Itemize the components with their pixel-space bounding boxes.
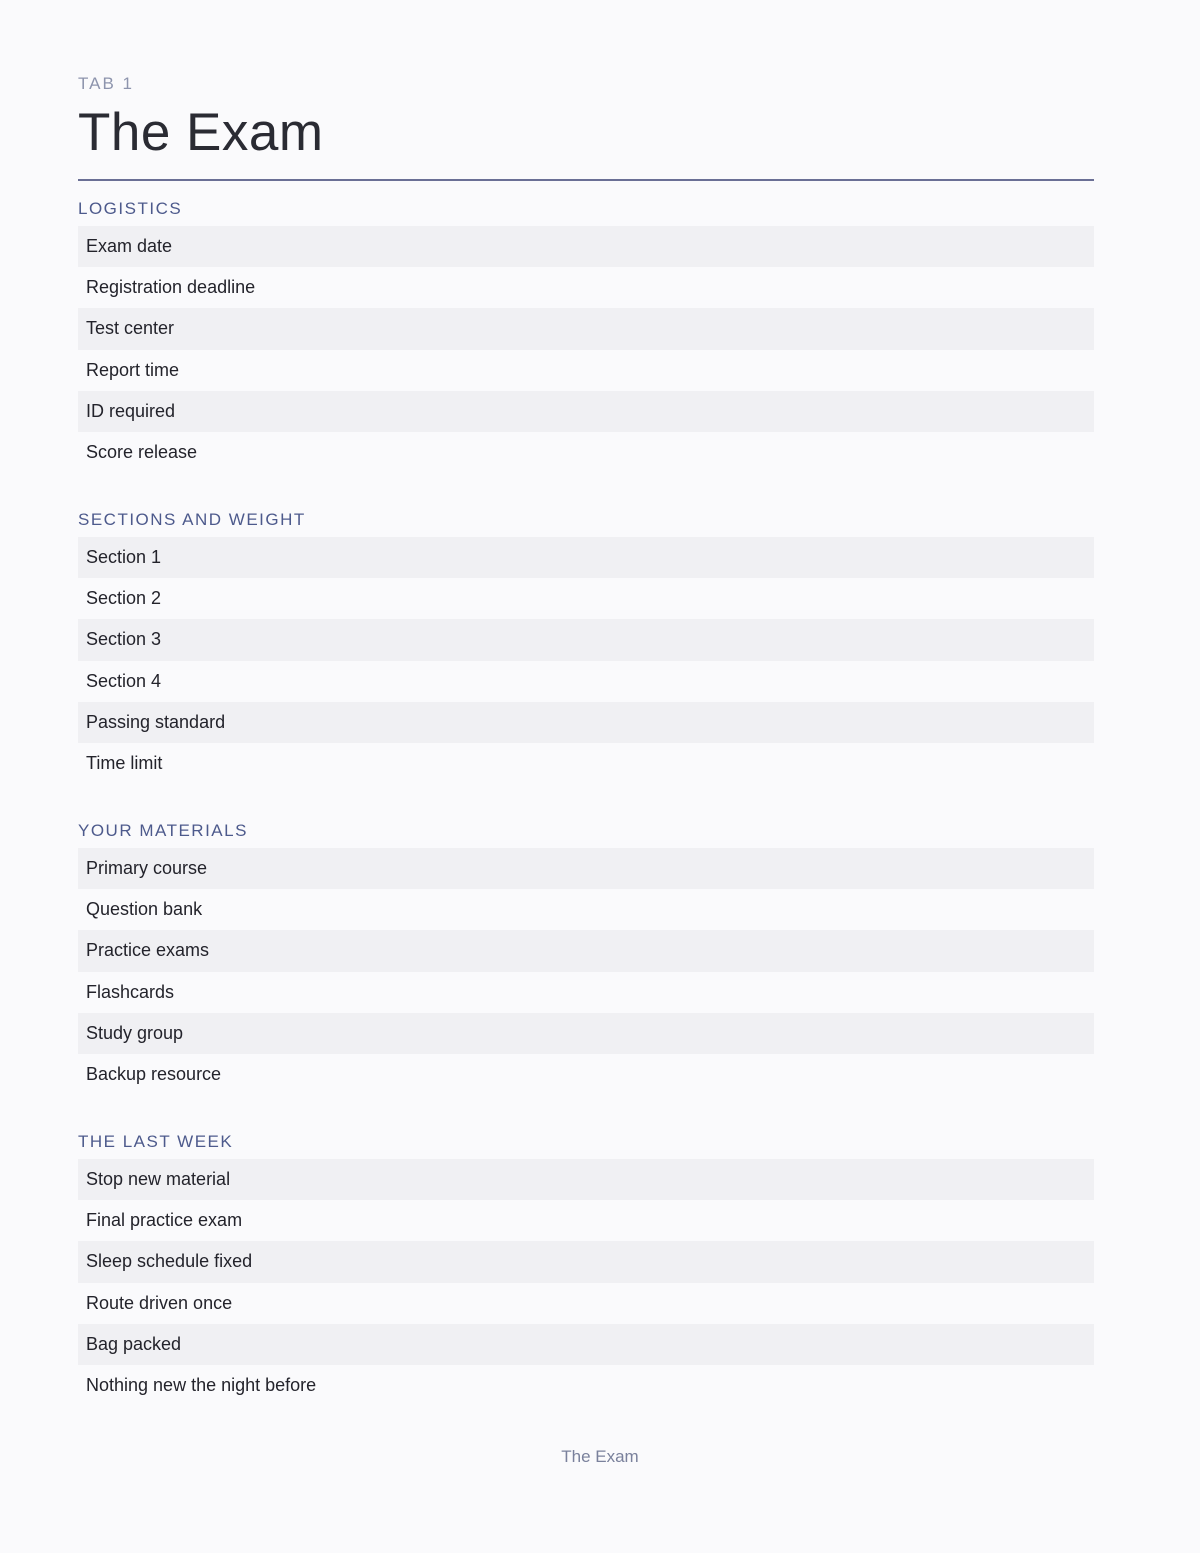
- list-item: Registration deadline: [86, 277, 256, 298]
- list-item: Stop new material: [78, 1159, 1094, 1200]
- list-item: Passing standard: [78, 702, 1094, 743]
- list-item: Sleep schedule fixed: [78, 1241, 1094, 1282]
- title-divider: [78, 179, 1094, 181]
- section-heading: YOUR MATERIALS: [78, 821, 248, 840]
- list-item: Time limit: [86, 753, 163, 774]
- list-item: Route driven once: [86, 1292, 233, 1313]
- list-item: Section 2: [86, 588, 162, 609]
- section-the-last-week: [78, 1131, 1094, 1406]
- list-item: Test center: [78, 308, 1094, 349]
- section-heading: LOGISTICS: [78, 199, 183, 218]
- list-item: Report time: [86, 359, 180, 380]
- list-item: Question bank: [86, 899, 203, 920]
- list-item: Study group: [78, 1013, 1094, 1054]
- section-sections-and-weight: [78, 509, 1094, 784]
- list-item: Exam date: [78, 226, 1094, 267]
- page-footer: The Exam: [561, 1447, 639, 1466]
- list-item: Primary course: [78, 848, 1094, 889]
- section-rows: [78, 1159, 1094, 1406]
- list-item: Section 4: [86, 670, 162, 691]
- section-rows: [78, 537, 1094, 784]
- list-item: Practice exams: [78, 930, 1094, 971]
- list-item: Flashcards: [86, 981, 175, 1002]
- list-item: Nothing new the night before: [86, 1375, 317, 1396]
- section-rows: [78, 226, 1094, 473]
- section-heading: THE LAST WEEK: [78, 1132, 234, 1151]
- list-item: Final practice exam: [86, 1210, 243, 1231]
- section-rows: [78, 848, 1094, 1095]
- section-heading: SECTIONS AND WEIGHT: [78, 510, 306, 529]
- tab-label: TAB 1: [78, 74, 134, 93]
- list-item: Backup resource: [86, 1064, 222, 1085]
- list-item: Section 3: [78, 619, 1094, 660]
- section-logistics: [78, 198, 1094, 473]
- list-item: ID required: [78, 391, 1094, 432]
- section-your-materials: [78, 820, 1094, 1095]
- list-item: Section 1: [78, 537, 1094, 578]
- list-item: Score release: [86, 442, 198, 463]
- list-item: Bag packed: [78, 1324, 1094, 1365]
- page-title: The Exam: [78, 103, 324, 162]
